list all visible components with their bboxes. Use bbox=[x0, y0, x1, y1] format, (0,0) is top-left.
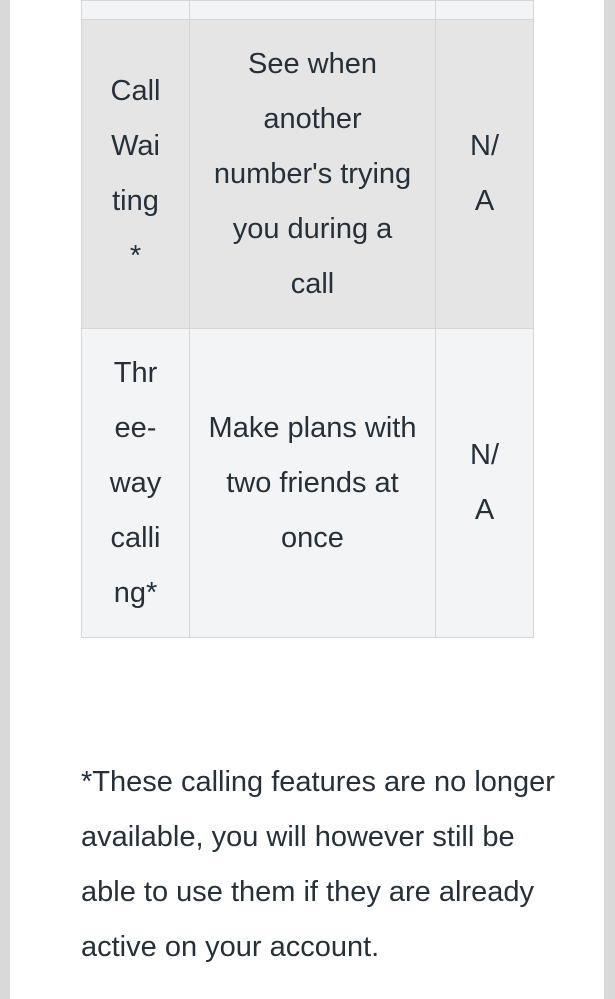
feature-cell bbox=[82, 20, 190, 329]
feature-cell bbox=[82, 329, 190, 638]
description-cell bbox=[190, 20, 436, 329]
feature-name: Call Waiting * bbox=[110, 75, 161, 272]
feature-price: N/A bbox=[470, 439, 499, 526]
price-cell bbox=[436, 20, 534, 329]
table-row bbox=[82, 20, 534, 329]
description-cell bbox=[190, 329, 436, 638]
feature-price: N/A bbox=[470, 130, 499, 217]
footnote-text: *These calling features are no longer available, you will however still be able to use them if they are already active on your account. bbox=[81, 766, 555, 963]
features-table bbox=[81, 0, 533, 638]
table-row bbox=[82, 329, 534, 638]
page-content bbox=[10, 0, 604, 999]
feature-name: Three-way calling* bbox=[109, 356, 162, 609]
feature-description: Make plans with two friends at once bbox=[208, 411, 417, 554]
price-cell bbox=[436, 329, 534, 638]
table-row-partial bbox=[82, 1, 534, 20]
feature-description: See when another number's trying you during a call bbox=[213, 47, 412, 300]
